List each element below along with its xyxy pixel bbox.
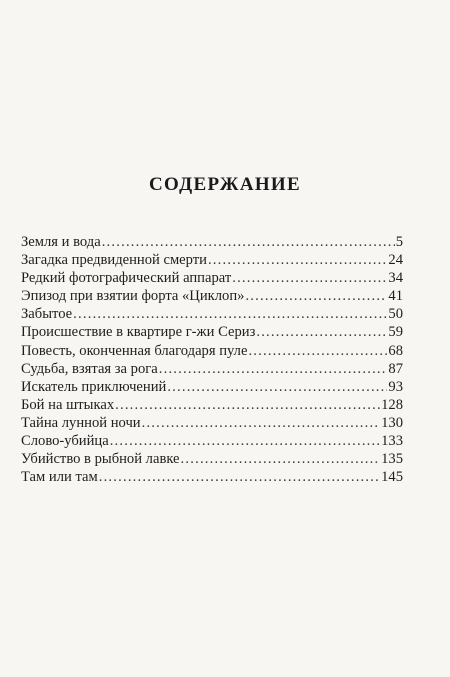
dot-leader: [232, 269, 387, 287]
toc-entry: [21, 414, 403, 432]
dot-leader: [248, 342, 387, 360]
dot-leader: [159, 360, 388, 378]
toc-entry-page: 130: [381, 414, 403, 431]
dot-leader: [99, 468, 380, 486]
toc-entry-page: 50: [388, 306, 403, 323]
toc-entry-title: Бой на штыках: [21, 396, 115, 413]
toc-entry: [21, 305, 403, 323]
toc-entry-page: 34: [388, 270, 403, 287]
dot-leader: [167, 378, 387, 396]
toc-entry-title: Искатель приключений: [21, 378, 167, 395]
toc-list: [21, 233, 403, 486]
toc-entry: [21, 378, 403, 396]
toc-entry-title: Тайна лунной ночи: [21, 414, 141, 431]
toc-entry-title: Там или там: [21, 469, 98, 486]
toc-entry-title: Земля и вода: [21, 234, 101, 250]
toc-entry-page: 59: [388, 324, 403, 341]
dot-leader: [115, 396, 380, 414]
dot-leader: [256, 323, 387, 341]
dot-leader: [181, 450, 381, 468]
toc-entry-page: 68: [388, 342, 403, 359]
toc-entry: [21, 432, 403, 450]
toc-entry-page: 135: [381, 451, 403, 468]
dot-leader: [102, 233, 395, 251]
toc-entry: [21, 468, 403, 486]
toc-entry-page: 93: [388, 378, 403, 395]
dot-leader: [245, 287, 387, 305]
toc-entry-title: Загадка предвиденной смерти: [21, 252, 207, 269]
toc-entry-title: Слово-убийца: [21, 433, 109, 450]
toc-entry: [21, 269, 403, 287]
toc-entry-page: 145: [381, 469, 403, 486]
toc-entry-title: Убийство в рыбной лавке: [21, 451, 180, 468]
toc-entry-page: 41: [388, 288, 403, 305]
toc-entry: [21, 233, 403, 251]
toc-entry-page: 128: [381, 396, 403, 413]
toc-entry-title: Судьба, взятая за рога: [21, 360, 158, 377]
toc-heading: СОДЕРЖАНИЕ: [149, 174, 301, 195]
toc-entry: [21, 323, 403, 341]
toc-entry-page: 87: [388, 360, 403, 377]
dot-leader: [73, 305, 387, 323]
toc-entry-title: Происшествие в квартире г-жи Сериз: [21, 324, 256, 341]
toc-entry-title: Забытое: [21, 306, 73, 323]
dot-leader: [110, 432, 380, 450]
toc-entry: [21, 450, 403, 468]
toc-entry: [21, 287, 403, 305]
toc-entry: [21, 251, 403, 269]
toc-entry-page: 133: [381, 433, 403, 450]
toc-entry: [21, 396, 403, 414]
toc-entry-title: Эпизод при взятии форта «Циклоп»: [21, 288, 245, 305]
dot-leader: [208, 251, 387, 269]
toc-entry-page: 24: [388, 252, 403, 269]
dot-leader: [142, 414, 381, 432]
toc-entry-page: 5: [395, 234, 403, 250]
toc-entry: [21, 342, 403, 360]
toc-entry-title: Повесть, оконченная благодаря пуле: [21, 342, 248, 359]
toc-entry-title: Редкий фотографический аппарат: [21, 270, 232, 287]
toc-entry: [21, 360, 403, 378]
